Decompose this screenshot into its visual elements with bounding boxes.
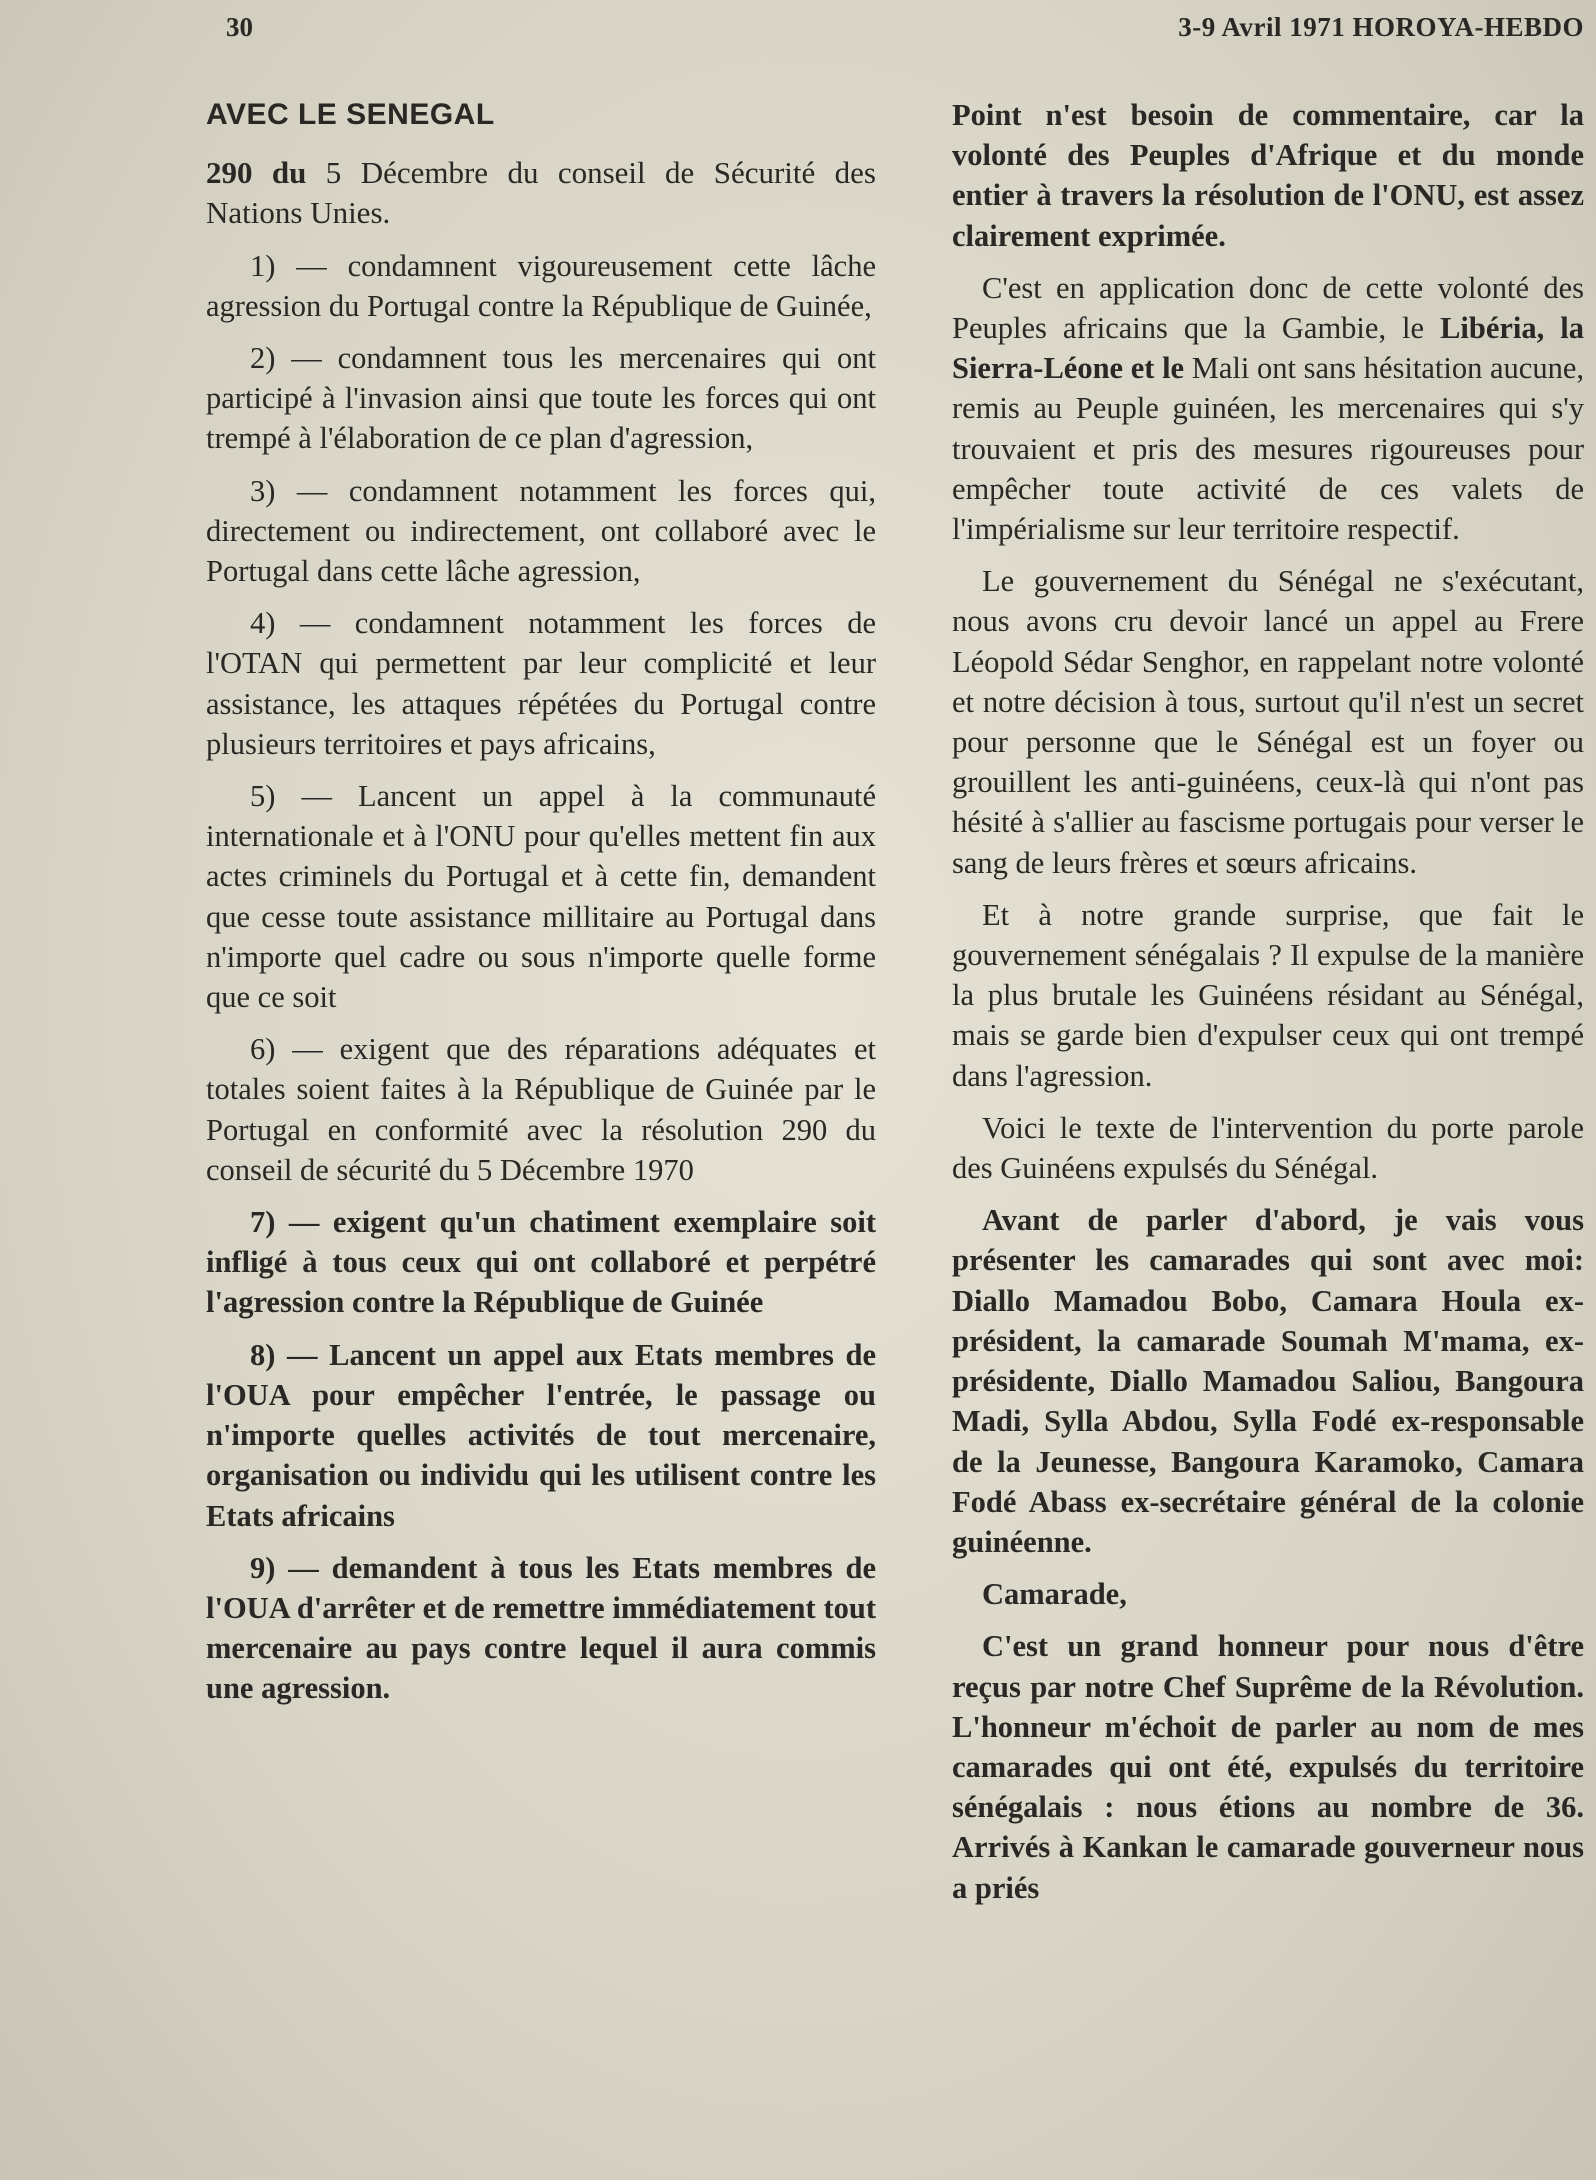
resolution-item: 1) — condamnent vigoureusement cette lâche agression du Portugal contre la République de Guinée,	[206, 248, 876, 323]
article-paragraph	[952, 268, 1584, 549]
intro-resolution-number: 290 du	[206, 155, 307, 191]
issue-date-publication: 3-9 Avril 1971 HOROYA-HEBDO	[1178, 12, 1584, 42]
resolution-item: 2) — condamnent tous les mercenaires qui ont participé à l'invasion ainsi que toute les forces qui ont trempé à l'élaboration de ce plan d'agression,	[206, 341, 876, 456]
resolution-item: 3) — condamnent notamment les forces qui, directement ou indirectement, ont collaboré avec le Portugal dans cette lâche agression,	[206, 473, 876, 589]
page-header	[0, 4, 1596, 54]
speech-paragraph: C'est un grand honneur pour nous d'être reçus par notre Chef Suprême de la Révolution. L'honneur m'échoit de parler au nom de mes camarades qui ont été, expulsés du territoire sénégalais : nous étions au nombre de 36. Arrivés à Kankan le camarade gouverneur nous a priés	[952, 1629, 1584, 1905]
paragraph-bold-text: Libéria, la Sierra-Léone et le	[952, 311, 1584, 386]
paragraph-text: C'est en application donc de cette volonté des Peuples africains que la Gambie, le	[952, 270, 1584, 346]
resolution-item: 4) — condamnent notamment les forces de l'OTAN qui permettent par leur complicité et leur assistance, les attaques répétées du Portugal contre plusieurs territoires et pays africains,	[206, 606, 876, 761]
article-paragraph: Point n'est besoin de commentaire, car la volonté des Peuples d'Afrique et du monde entier à travers la résolution de l'ONU, est assez clairement exprimée.	[952, 98, 1584, 253]
page-number: 30	[226, 12, 253, 42]
resolution-item: 5) — Lancent un appel à la communauté internationale et à l'ONU pour qu'elles mettent fin aux actes criminels du Portugal et à cette fin, demandent que cesse toute assistance millitaire au Portugal dans n'importe quel cadre ou sous n'importe quelle forme que ce soit	[206, 779, 876, 1015]
resolution-item: 7) — exigent qu'un chatiment exemplaire soit infligé à tous ceux qui ont collaboré et perpétré l'agression contre la République de Guinée	[206, 1205, 876, 1320]
right-column	[952, 95, 1584, 1920]
speech-paragraph: Avant de parler d'abord, je vais vous présenter les camarades qui sont avec moi: Diallo Mamadou Bobo, Camara Houla ex-président, la camarade Soumah M'mama, ex-présidente, Diallo Mamadou Saliou, Bangoura Madi, Sylla Abdou, Sylla Fodé ex-responsable de la Jeunesse, Bangoura Karamoko, Camara Fodé Abass ex-secrétaire général de la colonie guinéenne.	[952, 1203, 1584, 1559]
resolution-item: 9) — demandent à tous les Etats membres de l'OUA d'arrêter et de remettre immédiatement tout mercenaire au pays contre lequel il aura commis une agression.	[206, 1550, 876, 1706]
resolution-item: 8) — Lancent un appel aux Etats membres de l'OUA pour empêcher l'entrée, le passage ou n'importe quelles activités de tout mercenaire, organisation ou individu qui les utilisent contre les Etats africains	[206, 1337, 876, 1533]
section-heading: AVEC LE SENEGAL	[206, 98, 495, 131]
intro-paragraph	[206, 153, 876, 233]
article-paragraph: Le gouvernement du Sénégal ne s'exécutant, nous avons cru devoir lancé un appel au Frere Léopold Sédar Senghor, en rappelant notre volonté et notre décision à tous, surtout qu'il n'est un secret pour personne que le Sénégal est un foyer ou grouillent les anti-guinéens, ceux-là qui n'ont pas hésité à s'allier au fascisme portugais pour verser le sang de leurs frères et sœurs africains.	[952, 564, 1584, 880]
article-paragraph: Voici le texte de l'intervention du porte parole des Guinéens expulsés du Sénégal.	[952, 1110, 1584, 1186]
left-column	[206, 95, 876, 1721]
paragraph-text: Mali ont sans hésitation aucune, remis au Peuple guinéen, les mercenaires qui s'y trouvaient et pris des mesures rigoureuses pour empêcher toute activité de ces valets de l'impérialisme sur leur territoire respectif.	[952, 351, 1585, 547]
article-paragraph: Et à notre grande surprise, que fait le gouvernement sénégalais ? Il expulse de la manière la plus brutale les Guinéens résidant au Sénégal, mais se garde bien d'expulser ceux qui ont trempé dans l'agression.	[952, 897, 1584, 1093]
resolution-item: 6) — exigent que des réparations adéquates et totales soient faites à la République de Guinée par le Portugal en conformité avec la résolution 290 du conseil de sécurité du 5 Décembre 1970	[206, 1032, 876, 1187]
speech-salutation: Camarade,	[982, 1577, 1127, 1612]
intro-text: 5 Décembre du conseil de Sécurité des Nations Unies.	[206, 155, 876, 231]
